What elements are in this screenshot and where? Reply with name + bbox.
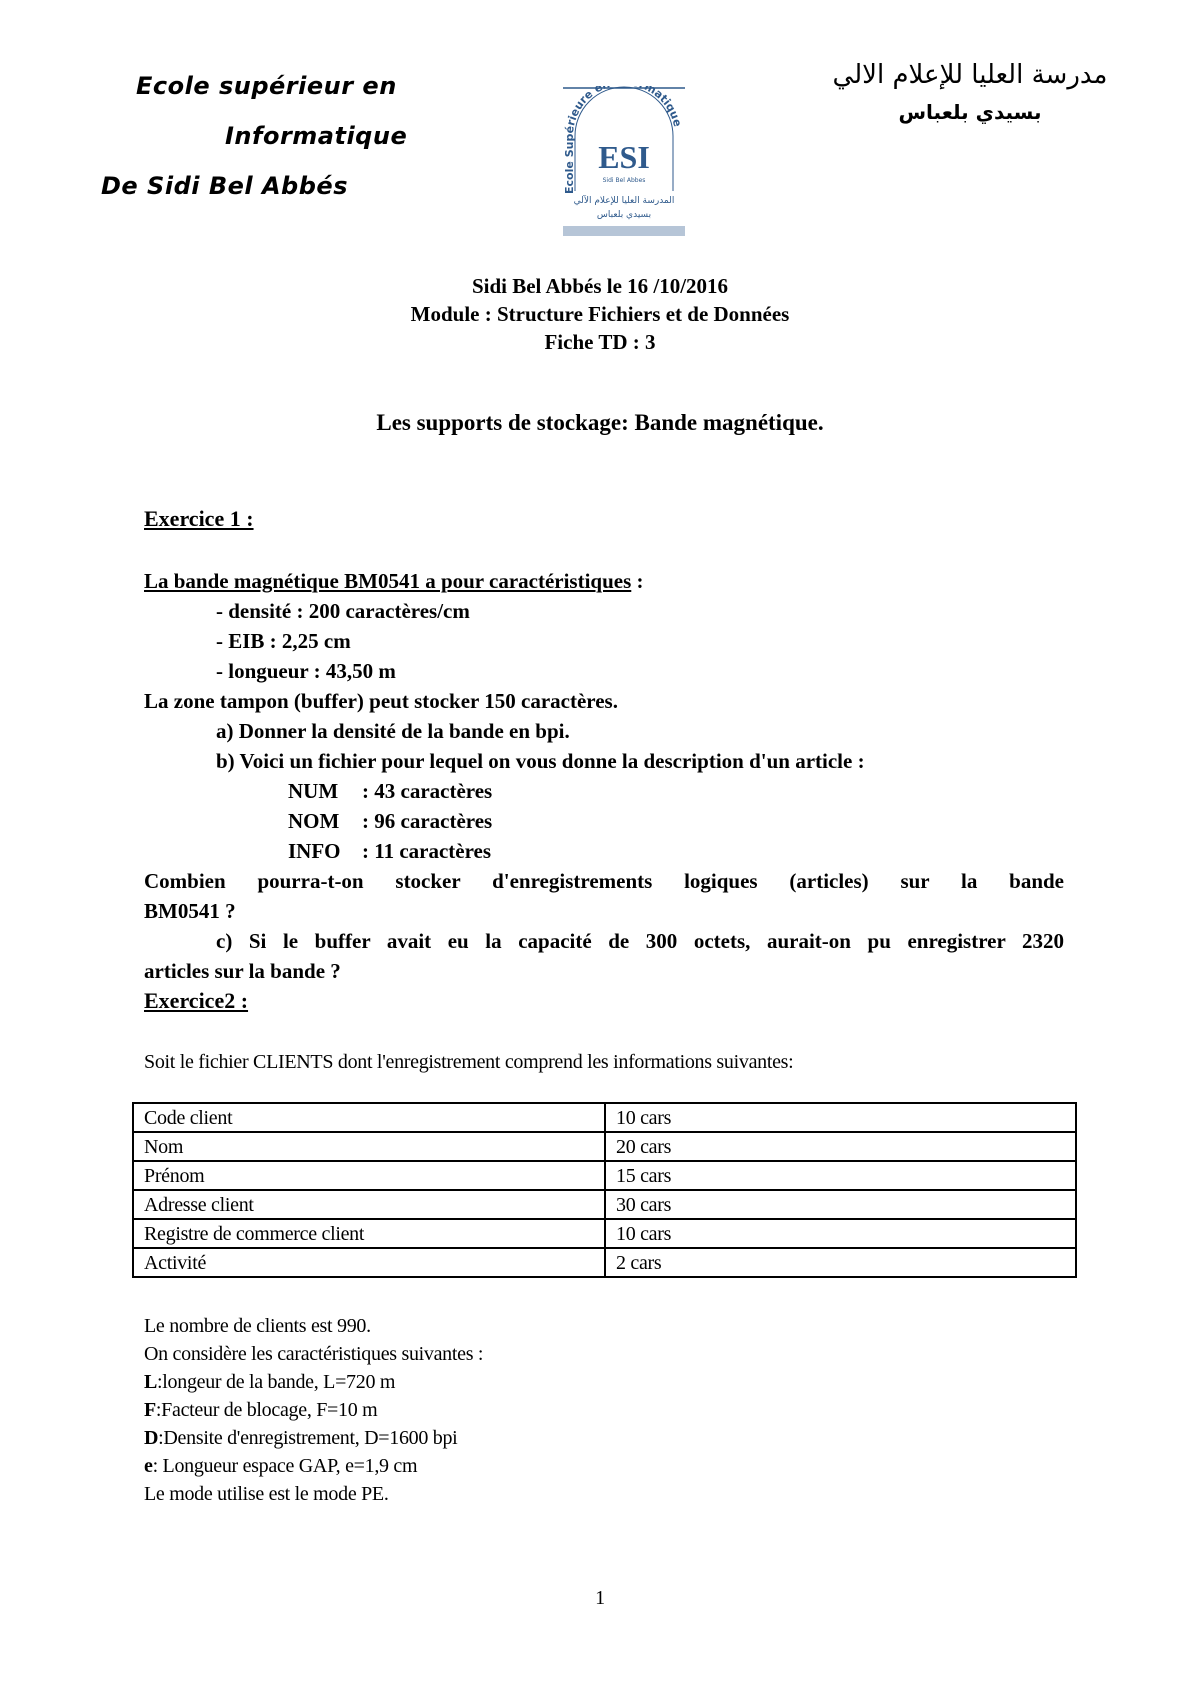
table-row xyxy=(133,1190,1076,1219)
table-row xyxy=(133,1219,1076,1248)
param-text: :Densite d'enregistrement, D=1600 bpi xyxy=(158,1427,458,1449)
field-info-value: : 11 caractères xyxy=(362,839,492,863)
param-key: F xyxy=(144,1399,156,1421)
school-name-fr-line1: Ecole supérieur en xyxy=(136,72,397,100)
param-gap xyxy=(144,1452,417,1480)
field-size-cell: 10 cars xyxy=(605,1219,1076,1248)
table-row xyxy=(133,1132,1076,1161)
school-name-fr-line2: Informatique xyxy=(225,122,408,150)
page-number: 1 xyxy=(595,1587,605,1609)
esi-logo-graphic xyxy=(563,86,685,236)
field-nom-value: : 96 caractères xyxy=(362,809,493,833)
field-name-cell: Code client xyxy=(133,1103,605,1132)
logo-arabic-text: المدرسة العليا للإعلام الآلي xyxy=(573,196,675,206)
school-logo xyxy=(563,86,685,236)
field-size-cell: 15 cars xyxy=(605,1161,1076,1190)
field-size-cell: 20 cars xyxy=(605,1132,1076,1161)
table-row xyxy=(133,1161,1076,1190)
consider-line: On considère les caractéristiques suivantes : xyxy=(144,1343,484,1365)
exercise1-intro-underlined: La bande magnétique BM0541 a pour caractéristiques xyxy=(144,569,632,593)
field-name-cell: Registre de commerce client xyxy=(133,1219,605,1248)
field-name-cell: Nom xyxy=(133,1132,605,1161)
question-c-line1: c) Si le buffer avait eu la capacité de 300 octets, aurait-on pu enregistrer 2320 xyxy=(216,929,1064,953)
question-a: a) Donner la densité de la bande en bpi. xyxy=(216,719,570,743)
field-size-cell: 2 cars xyxy=(605,1248,1076,1277)
logo-arc-text: Ecole Supérieure e matique xyxy=(563,86,685,194)
field-size-cell: 10 cars xyxy=(605,1103,1076,1132)
param-blocking-factor xyxy=(144,1396,377,1424)
field-num-name: NUM xyxy=(288,779,339,803)
mode-line: Le mode utilise est le mode PE. xyxy=(144,1483,389,1505)
exercise1-intro-suffix: : xyxy=(631,569,644,593)
school-name-fr-line3: De Sidi Bel Abbés xyxy=(101,172,348,200)
field-name-cell: Activité xyxy=(133,1248,605,1277)
question-b: b) Voici un fichier pour lequel on vous donne la description d'un article : xyxy=(216,749,865,773)
field-num-value: : 43 caractères xyxy=(362,779,493,803)
table-row xyxy=(133,1103,1076,1132)
param-text: :longeur de la bande, L=720 m xyxy=(157,1371,396,1393)
date-line: Sidi Bel Abbés le 16 /10/2016 xyxy=(471,274,729,298)
school-name-ar-line2: بسيدي بلعباس xyxy=(898,100,1042,124)
exercise2-heading: Exercice2 : xyxy=(144,988,249,1013)
param-key: e xyxy=(144,1455,153,1477)
exercise2-intro: Soit le fichier CLIENTS dont l'enregistrement comprend les informations suivantes: xyxy=(144,1051,794,1073)
logo-small-text: Sidi Bel Abbes xyxy=(602,177,646,184)
param-density xyxy=(144,1424,457,1452)
param-text: : Longueur espace GAP, e=1,9 cm xyxy=(152,1455,418,1477)
characteristic-length: - longueur : 43,50 m xyxy=(216,659,396,683)
clients-count: Le nombre de clients est 990. xyxy=(144,1315,371,1337)
module-label: Module : xyxy=(410,302,497,326)
field-name-cell: Prénom xyxy=(133,1161,605,1190)
module-line xyxy=(0,300,1200,328)
param-key: D xyxy=(144,1427,159,1449)
buffer-line: La zone tampon (buffer) peut stocker 150 caractères. xyxy=(144,689,618,713)
logo-acronym: ESI xyxy=(598,139,650,175)
clients-table xyxy=(132,1102,1077,1278)
characteristic-eib: - EIB : 2,25 cm xyxy=(216,629,351,653)
field-size-cell: 30 cars xyxy=(605,1190,1076,1219)
field-nom-name: NOM xyxy=(288,809,340,833)
field-name-cell: Adresse client xyxy=(133,1190,605,1219)
param-text: :Facteur de blocage, F=10 m xyxy=(155,1399,378,1421)
fiche-line: Fiche TD : 3 xyxy=(544,330,656,354)
field-info-name: INFO xyxy=(288,839,341,863)
question-b-line1: Combien pourra-t-on stocker d'enregistrements logiques (articles) sur la bande xyxy=(144,869,1064,893)
characteristic-density: - densité : 200 caractères/cm xyxy=(216,599,470,623)
logo-arabic-text-2: بسيدي بلعباس xyxy=(596,210,652,220)
exercise1-intro xyxy=(144,566,1064,596)
param-key: L xyxy=(144,1371,158,1393)
table-row xyxy=(133,1248,1076,1277)
question-c-line2: articles sur la bande ? xyxy=(144,959,341,983)
document-title: Les supports de stockage: Bande magnétique. xyxy=(376,410,824,435)
param-length xyxy=(144,1368,395,1396)
question-b-line2: BM0541 ? xyxy=(144,899,236,923)
school-name-ar-line1: مدرسة العليا للإعلام الالي xyxy=(832,60,1108,90)
exercise1-heading: Exercice 1 : xyxy=(144,506,254,531)
module-value: Structure Fichiers et de Données xyxy=(496,302,790,326)
